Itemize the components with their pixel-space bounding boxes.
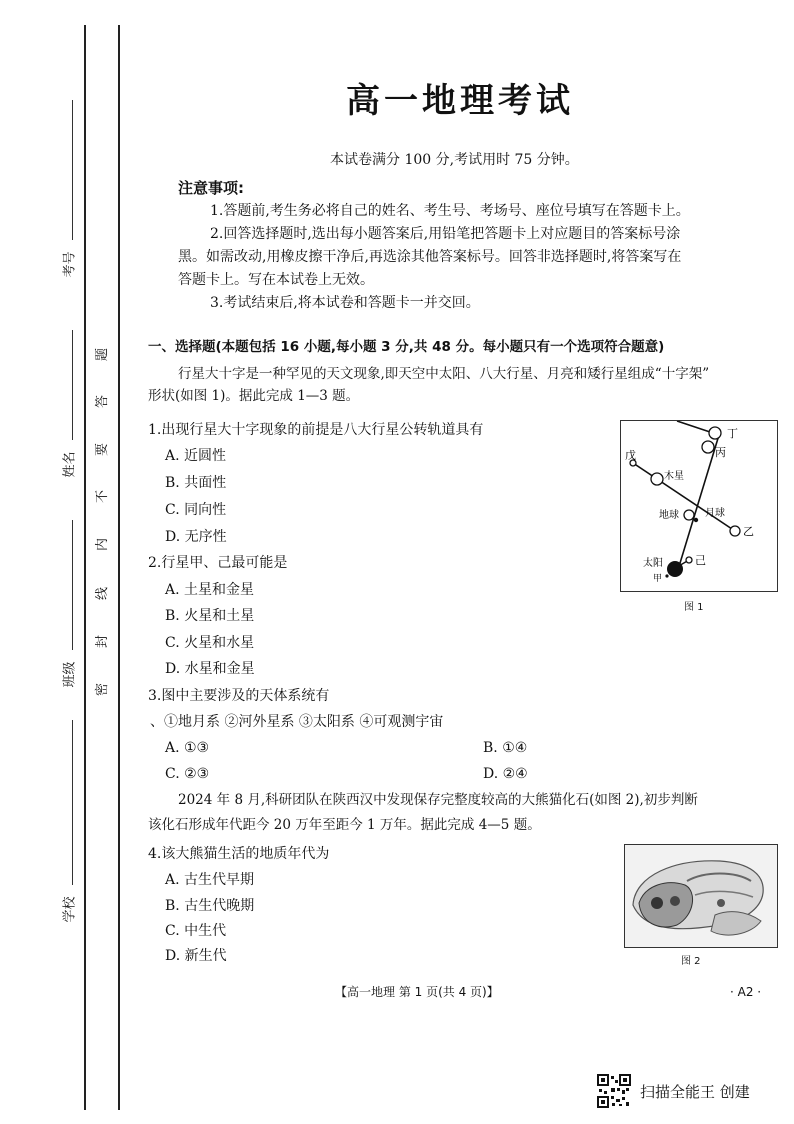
name-underline	[72, 330, 73, 440]
intro-2b: 该化石形成年代距今 20 万年至距今 1 万年。据此完成 4—5 题。	[148, 817, 541, 833]
seal-char-5: 内	[95, 537, 111, 552]
seal-char-3: 要	[95, 442, 111, 457]
moon-body	[694, 518, 698, 522]
margin-line-left	[84, 25, 86, 1110]
q1-option-d: D. 无序性	[165, 529, 227, 545]
notice-heading: 注意事项:	[178, 179, 244, 197]
page-number: 【高一地理 第 1 页(共 4 页)】	[335, 985, 499, 999]
q3-option-b: B. ①④	[483, 740, 528, 756]
q2-option-c: C. 火星和水星	[165, 635, 255, 651]
yi-planet	[730, 526, 740, 536]
notice-line-1: 1.答题前,考生务必将自己的姓名、考生号、考场号、座位号填写在答题卡上。	[210, 203, 690, 219]
margin-line-right	[118, 25, 120, 1110]
jia-planet	[665, 574, 668, 577]
ding-planet	[709, 427, 721, 439]
sun-body	[667, 561, 683, 577]
q3-option-d: D. ②④	[483, 766, 528, 782]
q3-option-a: A. ①③	[165, 740, 210, 756]
q1-option-c: C. 同向性	[165, 502, 227, 518]
notice-line-2a: 2.回答选择题时,选出每小题答案后,用铅笔把答题卡上对应题目的答案标号涂	[210, 226, 681, 242]
figure-2-caption: 图 2	[681, 956, 701, 967]
label-ji: 己	[695, 554, 706, 567]
intro-1b: 形状(如图 1)。据此完成 1—3 题。	[148, 388, 360, 404]
seal-char-1: 题	[95, 347, 111, 362]
name-label: 姓名	[62, 451, 78, 478]
exam-no-label: 考号	[62, 251, 78, 278]
qr-code-icon	[597, 1074, 631, 1108]
planet-cross-diagram	[621, 421, 777, 591]
label-yi: 乙	[743, 525, 754, 538]
figure-1-frame	[620, 420, 778, 592]
class-underline	[72, 520, 73, 650]
label-jia: 甲	[653, 574, 663, 584]
school-underline	[72, 720, 73, 885]
subtitle: 本试卷满分 100 分,考试用时 75 分钟。	[330, 152, 579, 168]
section-heading: 一、选择题(本题包括 16 小题,每小题 3 分,共 48 分。每小题只有一个选项符合题意)	[148, 339, 665, 355]
q4-option-a: A. 古生代早期	[165, 872, 255, 888]
arm-line-main-2	[677, 435, 719, 573]
q2-option-d: D. 水星和金星	[165, 661, 255, 677]
q3-items: 、①地月系 ②河外星系 ③太阳系 ④可观测宇宙	[150, 714, 444, 730]
page-title: 高一地理考试	[346, 81, 574, 121]
q3-stem: 3.图中主要涉及的天体系统有	[148, 688, 330, 704]
q4-stem: 4.该大熊猫生活的地质年代为	[148, 846, 330, 862]
label-earth: 地球	[659, 510, 679, 521]
seal-char-2: 答	[95, 394, 111, 409]
q2-option-b: B. 火星和土星	[165, 608, 255, 624]
q4-option-b: B. 古生代晚期	[165, 898, 255, 914]
earth-planet	[684, 510, 694, 520]
q1-option-b: B. 共面性	[165, 475, 227, 491]
seal-char-4: 不	[95, 489, 111, 504]
notice-line-3: 3.考试结束后,将本试卷和答题卡一并交回。	[210, 295, 480, 311]
label-ding: 丁	[727, 427, 738, 440]
seal-char-7: 封	[95, 634, 111, 649]
q1-option-a: A. 近圆性	[165, 448, 227, 464]
q1-stem: 1.出现行星大十字现象的前提是八大行星公转轨道具有	[148, 422, 484, 438]
q3-option-c: C. ②③	[165, 766, 210, 782]
paper-code: · A2 ·	[730, 985, 762, 999]
figure-1-caption: 图 1	[684, 602, 704, 613]
panda-fossil-image	[625, 845, 777, 947]
seal-char-8: 密	[95, 682, 111, 697]
label-sun: 太阳	[643, 558, 663, 569]
intro-2a: 2024 年 8 月,科研团队在陕西汉中发现保存完整度较高的大熊猫化石(如图 2),初步判断	[178, 792, 698, 808]
scanner-watermark: 扫描全能王 创建	[640, 1083, 750, 1101]
notice-line-2b: 黑。如需改动,用橡皮擦干净后,再选涂其他答案标号。回答非选择题时,将答案写在	[178, 249, 682, 265]
class-label: 班级	[62, 661, 78, 688]
q4-option-c: C. 中生代	[165, 923, 227, 939]
seal-char-6: 线	[95, 586, 111, 601]
label-wu: 戊	[625, 449, 636, 462]
ji-planet	[686, 557, 692, 563]
notice-line-2c: 答题卡上。写在本试卷上无效。	[178, 272, 374, 288]
q4-option-d: D. 新生代	[165, 948, 227, 964]
label-jupiter: 木星	[664, 471, 684, 482]
school-label: 学校	[62, 896, 78, 923]
label-moon: 月球	[705, 508, 725, 519]
arm-line-cross	[633, 463, 735, 531]
label-bing: 丙	[715, 446, 726, 459]
intro-1a: 行星大十字是一种罕见的天文现象,即天空中太阳、八大行星、月亮和矮行星组成“十字架”	[178, 366, 710, 382]
figure-2-frame	[624, 844, 778, 948]
q2-option-a: A. 土星和金星	[165, 582, 255, 598]
jupiter-planet	[651, 473, 663, 485]
bing-planet	[702, 441, 714, 453]
q2-stem: 2.行星甲、己最可能是	[148, 555, 288, 571]
